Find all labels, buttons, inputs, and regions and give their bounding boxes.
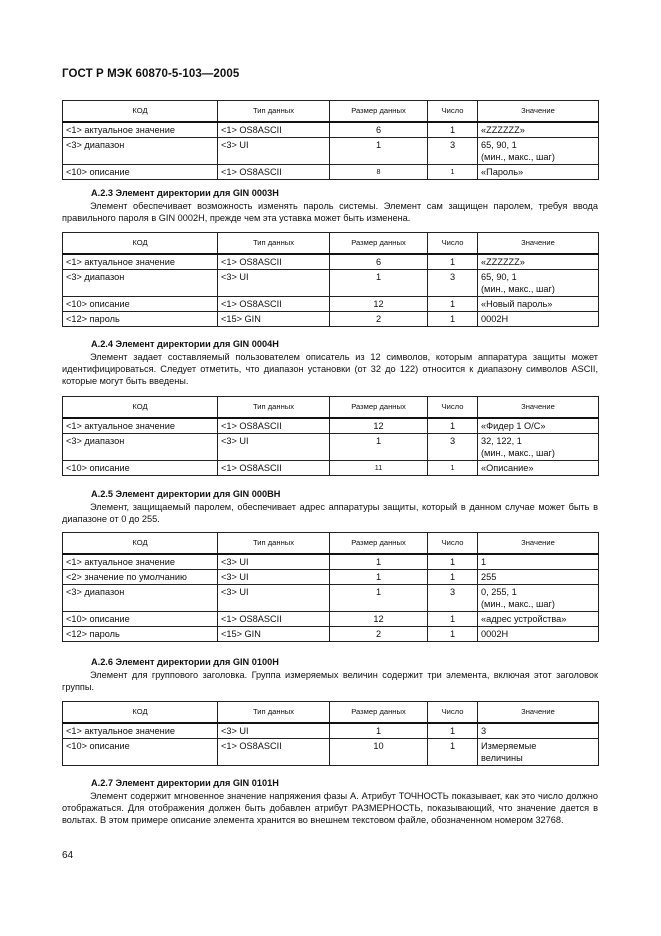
- data-size-cell: 6: [330, 254, 428, 270]
- value-cell: «ZZZZZZ»: [478, 122, 599, 138]
- count-cell: 1: [428, 570, 478, 585]
- data-size-cell: 12: [330, 297, 428, 312]
- table-row: [63, 138, 599, 165]
- data-type-cell: <1> OS8ASCII: [218, 165, 330, 180]
- count-cell: 1: [428, 723, 478, 739]
- column-header: Размер данных: [330, 533, 428, 555]
- code-cell: <10> описание: [63, 612, 218, 627]
- table-header-row: [63, 533, 599, 555]
- column-header: Тип данных: [218, 702, 330, 724]
- column-header: Число: [428, 702, 478, 724]
- table-row: [63, 554, 599, 570]
- code-cell: <1> актуальное значение: [63, 723, 218, 739]
- data-size-cell: 11: [330, 461, 428, 476]
- section-title: А.2.5 Элемент директории для GIN 000BH: [91, 489, 281, 499]
- value-cell: «адрес устройства»: [478, 612, 599, 627]
- value-cell: Измеряемые величины: [478, 739, 599, 766]
- column-header: Число: [428, 397, 478, 419]
- table-row: [63, 723, 599, 739]
- code-cell: <3> диапазон: [63, 270, 218, 297]
- column-header: Тип данных: [218, 233, 330, 255]
- value-cell: 3: [478, 723, 599, 739]
- code-cell: <1> актуальное значение: [63, 418, 218, 434]
- directory-table: [62, 532, 599, 642]
- value-cell: 65, 90, 1 (мин., макс., шаг): [478, 138, 599, 165]
- directory-table: [62, 396, 599, 476]
- data-size-cell: 2: [330, 627, 428, 642]
- table-block-2: [62, 232, 598, 327]
- table-row: [63, 627, 599, 642]
- data-size-cell: 1: [330, 554, 428, 570]
- table-header-row: [63, 101, 599, 123]
- table-row: [63, 461, 599, 476]
- data-size-cell: 8: [330, 165, 428, 180]
- count-cell: 1: [428, 297, 478, 312]
- data-type-cell: <1> OS8ASCII: [218, 254, 330, 270]
- data-size-cell: 6: [330, 122, 428, 138]
- code-cell: <10> описание: [63, 165, 218, 180]
- count-cell: 1: [428, 554, 478, 570]
- table-row: [63, 270, 599, 297]
- value-cell: 1: [478, 554, 599, 570]
- section-text: Элемент задает составляемый пользователем описатель из 12 символов, которым аппаратура защиты может идентифицироваться. Следует отметить, что диапазон установки (от 32 до 122) относится к диапазону символов ASCII, которые могут быть введены.: [62, 352, 598, 387]
- data-type-cell: <15> GIN: [218, 627, 330, 642]
- data-type-cell: <1> OS8ASCII: [218, 297, 330, 312]
- data-size-cell: 1: [330, 434, 428, 461]
- count-cell: 3: [428, 434, 478, 461]
- count-cell: 1: [428, 418, 478, 434]
- data-type-cell: <1> OS8ASCII: [218, 122, 330, 138]
- data-type-cell: <1> OS8ASCII: [218, 461, 330, 476]
- column-header: Тип данных: [218, 397, 330, 419]
- value-cell: 0002H: [478, 627, 599, 642]
- section-text: Элемент, защищаемый паролем, обеспечивает адрес аппаратуры защиты, который в данном случае может быть в диапазоне от 0 до 255.: [62, 502, 598, 525]
- column-header: КОД: [63, 101, 218, 123]
- data-size-cell: 1: [330, 270, 428, 297]
- code-cell: <3> диапазон: [63, 138, 218, 165]
- count-cell: 1: [428, 461, 478, 476]
- code-cell: <1> актуальное значение: [63, 122, 218, 138]
- code-cell: <12> пароль: [63, 312, 218, 327]
- count-cell: 3: [428, 270, 478, 297]
- column-header: Значение: [478, 233, 599, 255]
- data-type-cell: <15> GIN: [218, 312, 330, 327]
- code-cell: <3> диапазон: [63, 585, 218, 612]
- data-size-cell: 12: [330, 418, 428, 434]
- data-size-cell: 12: [330, 612, 428, 627]
- data-size-cell: 1: [330, 585, 428, 612]
- value-cell: 255: [478, 570, 599, 585]
- count-cell: 3: [428, 138, 478, 165]
- code-cell: <12> пароль: [63, 627, 218, 642]
- value-cell: «Новый пароль»: [478, 297, 599, 312]
- column-header: Число: [428, 533, 478, 555]
- table-block-1: [62, 100, 598, 180]
- data-type-cell: <3> UI: [218, 570, 330, 585]
- table-row: [63, 739, 599, 766]
- section-title: А.2.3 Элемент директории для GIN 0003H: [91, 188, 279, 198]
- data-type-cell: <3> UI: [218, 138, 330, 165]
- column-header: КОД: [63, 533, 218, 555]
- value-cell: 0, 255, 1 (мин., макс., шаг): [478, 585, 599, 612]
- directory-table: [62, 100, 599, 180]
- column-header: Значение: [478, 101, 599, 123]
- table-row: [63, 418, 599, 434]
- directory-table: [62, 701, 599, 766]
- code-cell: <1> актуальное значение: [63, 254, 218, 270]
- column-header: Тип данных: [218, 101, 330, 123]
- code-cell: <2> значение по умолчанию: [63, 570, 218, 585]
- column-header: Размер данных: [330, 101, 428, 123]
- count-cell: 1: [428, 165, 478, 180]
- count-cell: 1: [428, 312, 478, 327]
- value-cell: «Фидер 1 О/С»: [478, 418, 599, 434]
- column-header: Тип данных: [218, 533, 330, 555]
- table-header-row: [63, 702, 599, 724]
- section-title: А.2.4 Элемент директории для GIN 0004H: [91, 339, 279, 349]
- column-header: КОД: [63, 397, 218, 419]
- table-row: [63, 312, 599, 327]
- section-title: А.2.6 Элемент директории для GIN 0100H: [91, 657, 279, 667]
- code-cell: <10> описание: [63, 297, 218, 312]
- table-row: [63, 434, 599, 461]
- data-size-cell: 1: [330, 138, 428, 165]
- code-cell: <10> описание: [63, 739, 218, 766]
- data-size-cell: 2: [330, 312, 428, 327]
- column-header: Число: [428, 233, 478, 255]
- data-size-cell: 1: [330, 570, 428, 585]
- table-header-row: [63, 233, 599, 255]
- code-cell: <1> актуальное значение: [63, 554, 218, 570]
- table-row: [63, 122, 599, 138]
- column-header: Значение: [478, 702, 599, 724]
- table-row: [63, 297, 599, 312]
- data-type-cell: <3> UI: [218, 585, 330, 612]
- table-row: [63, 570, 599, 585]
- table-row: [63, 612, 599, 627]
- table-block-4: [62, 532, 598, 642]
- data-size-cell: 1: [330, 723, 428, 739]
- count-cell: 3: [428, 585, 478, 612]
- page-number: 64: [62, 850, 74, 861]
- value-cell: «Пароль»: [478, 165, 599, 180]
- directory-table: [62, 232, 599, 327]
- column-header: Число: [428, 101, 478, 123]
- data-type-cell: <1> OS8ASCII: [218, 612, 330, 627]
- code-cell: <10> описание: [63, 461, 218, 476]
- page-header: ГОСТ Р МЭК 60870-5-103—2005: [62, 68, 240, 80]
- count-cell: 1: [428, 122, 478, 138]
- table-block-3: [62, 396, 598, 476]
- data-type-cell: <3> UI: [218, 434, 330, 461]
- data-type-cell: <3> UI: [218, 270, 330, 297]
- table-block-5: [62, 701, 598, 766]
- data-type-cell: <1> OS8ASCII: [218, 739, 330, 766]
- column-header: Размер данных: [330, 702, 428, 724]
- count-cell: 1: [428, 627, 478, 642]
- column-header: КОД: [63, 233, 218, 255]
- code-cell: <3> диапазон: [63, 434, 218, 461]
- section-text: Элемент обеспечивает возможность изменять пароль системы. Элемент сам защищен паролем, требуя ввода правильного пароля в GIN 0002H, прежде чем эта уставка может быть изменена.: [62, 201, 598, 224]
- value-cell: «Описание»: [478, 461, 599, 476]
- table-header-row: [63, 397, 599, 419]
- table-row: [63, 254, 599, 270]
- count-cell: 1: [428, 254, 478, 270]
- value-cell: 0002H: [478, 312, 599, 327]
- section-text: Элемент содержит мгновенное значение напряжения фазы А. Атрибут ТОЧНОСТЬ показывает, как это число должно отображаться. Для отображения должен быть добавлен атрибут РАЗМЕРНОСТЬ, показывающий, что значение дается в вольтах. В этом примере описание элемента хранится во внешнем текстовом файле, обозначенном номером 32768.: [62, 791, 598, 826]
- data-type-cell: <3> UI: [218, 723, 330, 739]
- section-text: Элемент для группового заголовка. Группа измеряемых величин содержит три элемента, включая этот заголовок группы.: [62, 670, 598, 693]
- value-cell: 32, 122, 1 (мин., макс., шаг): [478, 434, 599, 461]
- column-header: Значение: [478, 397, 599, 419]
- table-row: [63, 585, 599, 612]
- table-row: [63, 165, 599, 180]
- section-title: А.2.7 Элемент директории для GIN 0101H: [91, 778, 279, 788]
- data-size-cell: 10: [330, 739, 428, 766]
- column-header: Размер данных: [330, 397, 428, 419]
- count-cell: 1: [428, 739, 478, 766]
- column-header: Значение: [478, 533, 599, 555]
- data-type-cell: <1> OS8ASCII: [218, 418, 330, 434]
- count-cell: 1: [428, 612, 478, 627]
- column-header: Размер данных: [330, 233, 428, 255]
- value-cell: «ZZZZZZ»: [478, 254, 599, 270]
- value-cell: 65, 90, 1 (мин., макс., шаг): [478, 270, 599, 297]
- data-type-cell: <3> UI: [218, 554, 330, 570]
- column-header: КОД: [63, 702, 218, 724]
